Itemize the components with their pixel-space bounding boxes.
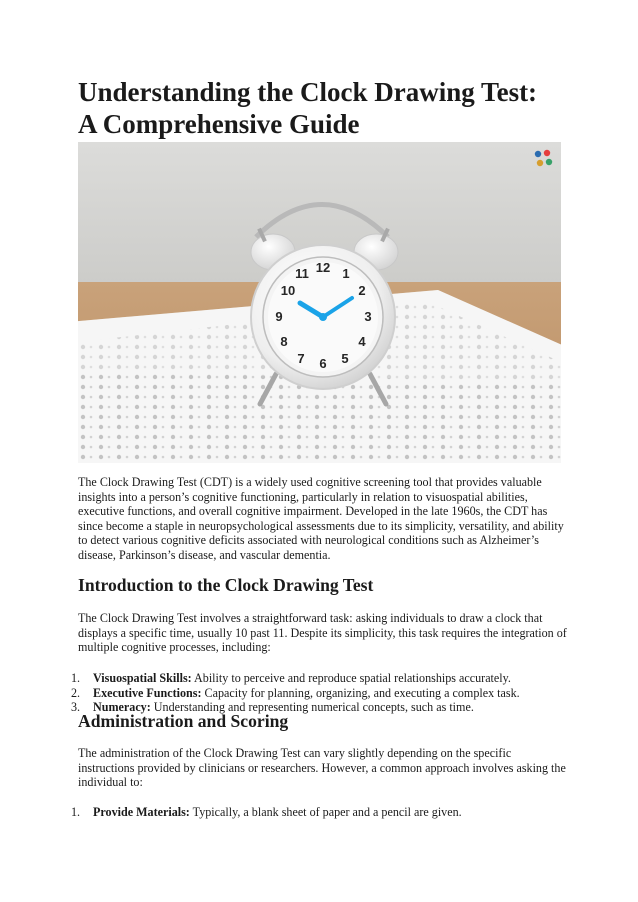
hand-pivot [319,313,327,321]
svg-text:2: 2 [358,283,366,298]
page-title [78,76,598,140]
section1-paragraph: The Clock Drawing Test involves a straightforward task: asking individuals to draw a clock that displays a specific time, usually 10 past 11. Despite its simplicity, this task requires the integration of multiple cognitive processes, including: [78,611,567,655]
title-line-1: Understanding the Clock Drawing Test: [78,77,538,107]
svg-text:3: 3 [364,309,372,324]
list-term: Executive Functions: [93,685,202,700]
svg-text:1: 1 [342,266,350,281]
hero-image-alarm-clock [78,142,561,463]
svg-text:12: 12 [315,260,331,275]
list-text: Capacity for planning, organizing, and executing a complex task. [201,685,520,700]
list-text: Ability to perceive and reproduce spatial relationships accurately. [191,671,511,685]
svg-text:5: 5 [341,351,349,366]
section-heading-introduction: Introduction to the Clock Drawing Test [78,575,374,595]
list-number: 3. [71,700,81,715]
section-heading-administration: Administration and Scoring [78,711,289,731]
list-term: Provide Materials: [93,805,190,819]
svg-text:10: 10 [280,283,296,298]
list-number: 1. [71,805,81,819]
svg-text:11: 11 [295,266,309,281]
svg-text:4: 4 [358,334,366,349]
list-item [68,805,568,820]
svg-text:9: 9 [275,309,283,324]
list-text: Typically, a blank sheet of paper and a pencil are given. [189,805,462,819]
administration-steps-list [68,805,568,820]
title-line-2: A Comprehensive Guide [78,109,360,139]
list-text: Understanding and representing numerical concepts, such as time. [150,700,474,715]
list-item [68,671,568,686]
section2-paragraph: The administration of the Clock Drawing Test can vary slightly depending on the specific instructions provided by clinicians or researchers. However, a common approach involves asking the individual to: [78,746,566,790]
list-term: Numeracy: [93,700,151,715]
list-item [68,686,568,701]
list-number: 1. [71,671,81,685]
svg-text:6: 6 [319,356,327,371]
cognitive-processes-list [68,671,568,715]
intro-paragraph: The Clock Drawing Test (CDT) is a widely used cognitive screening tool that provides valuable insights into a person’s cognitive functioning, particularly in relation to visuospatial abilities, executive functions, and overall cognitive impairment. Developed in the late 1960s, the CDT has since become a staple in neuropsychological assessments due to its simplicity, versatility, and ability to detect various cognitive deficits associated with neurological conditions such as Alzheimer’s disease, Parkinson’s disease, and vascular dementia. [78,475,564,562]
svg-text:8: 8 [280,334,288,349]
svg-text:7: 7 [297,351,305,366]
list-term: Visuospatial Skills: [93,671,192,685]
list-number: 2. [71,685,81,700]
